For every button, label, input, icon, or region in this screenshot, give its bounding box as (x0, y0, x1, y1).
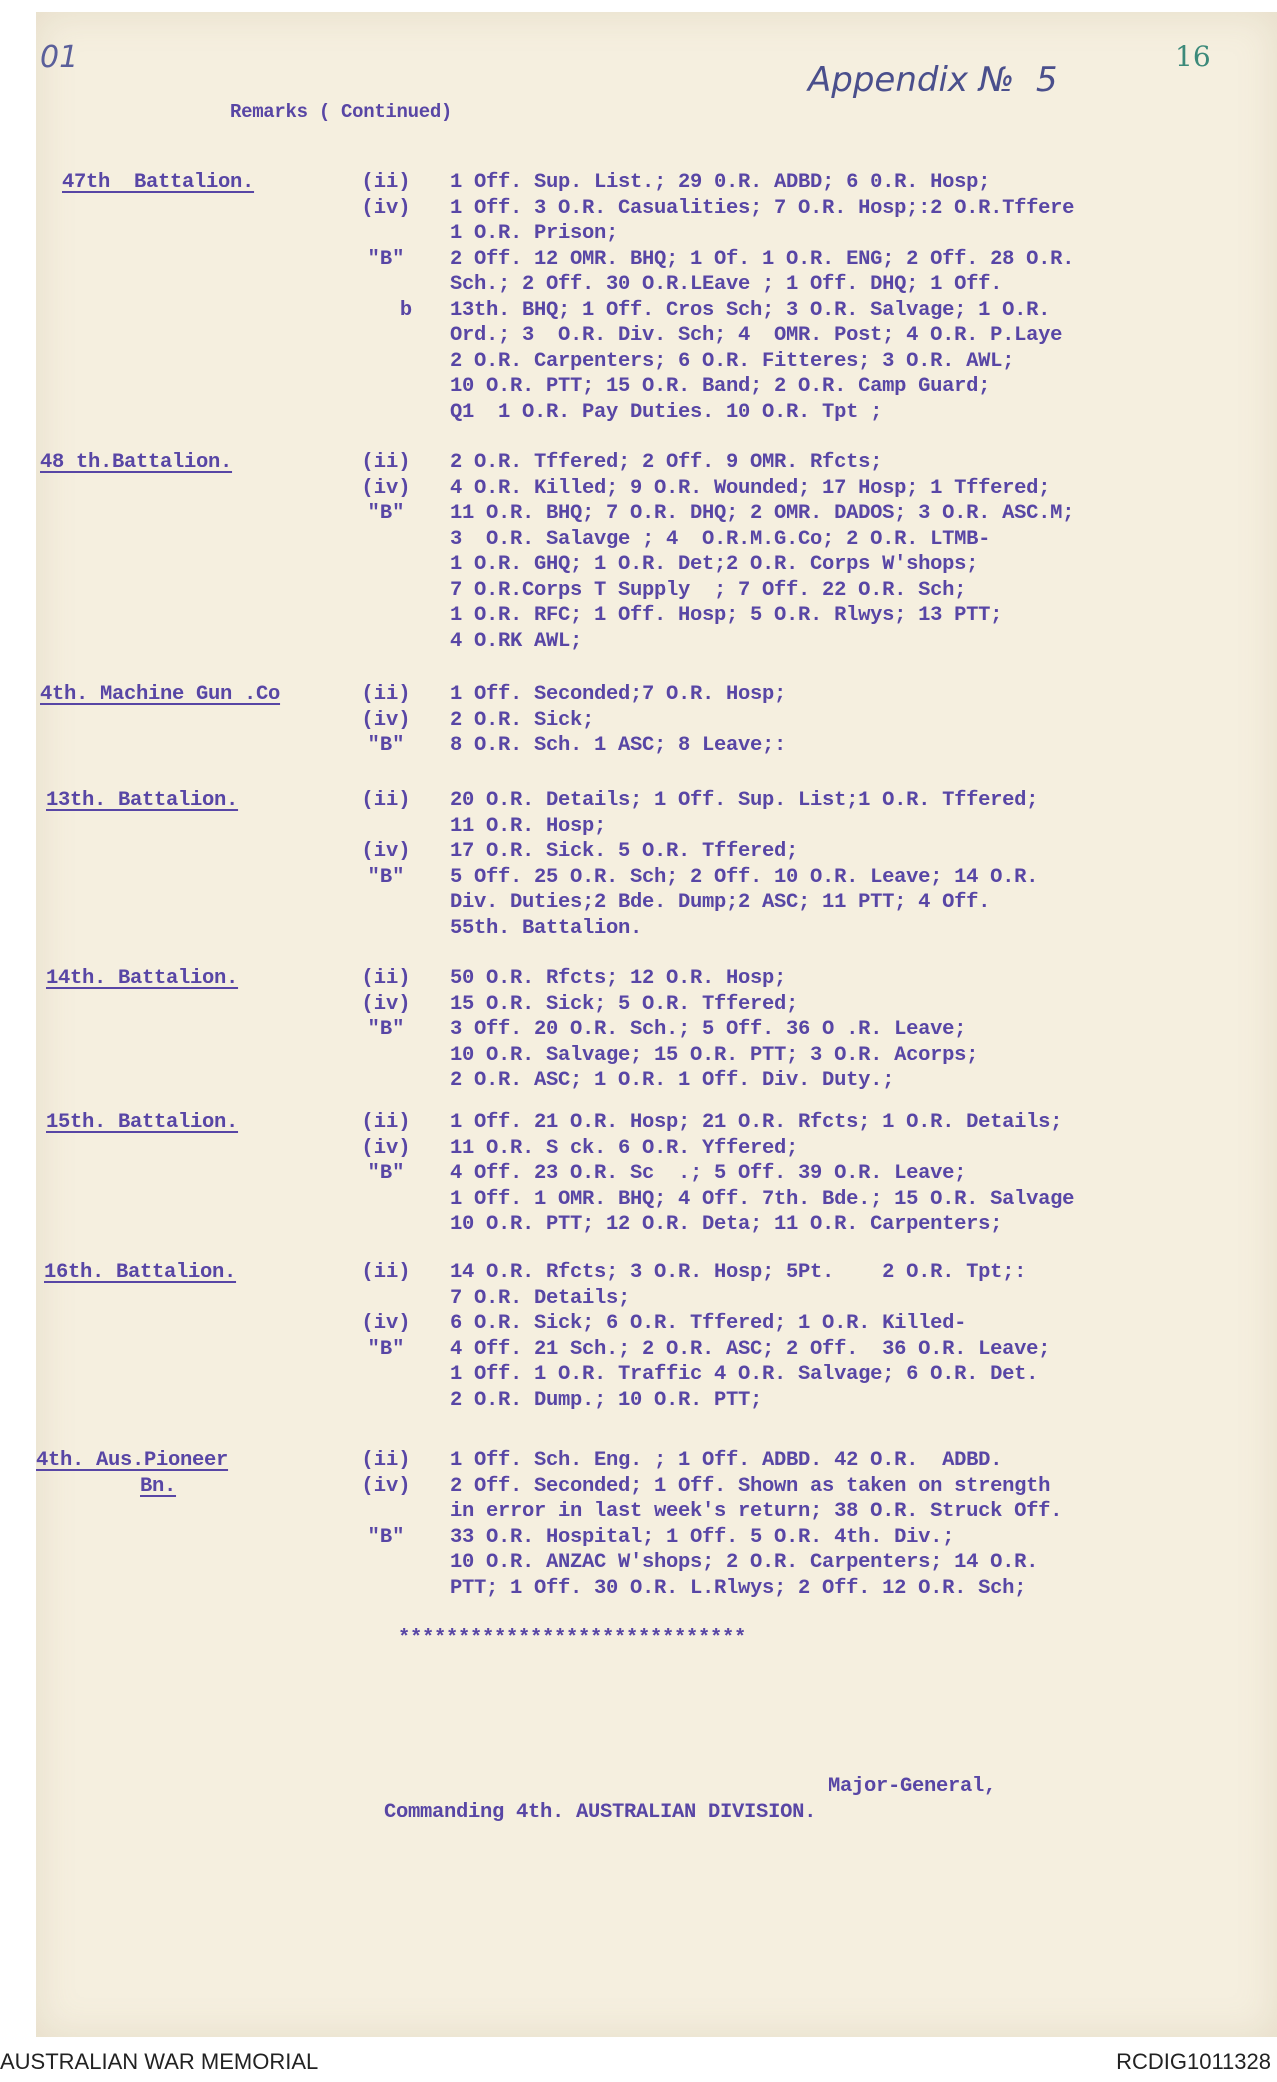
signature-rank: Major-General, (828, 1775, 997, 1798)
remark-line: 7 O.R.Corps T Supply ; 7 Off. 22 O.R. Sch; (450, 578, 967, 602)
remark-line: 33 O.R. Hospital; 1 Off. 5 O.R. 4th. Div.; (450, 1525, 955, 1549)
unit-name: 47th Battalion. (62, 171, 255, 194)
signature-command: Commanding 4th. AUSTRALIAN DIVISION. (384, 1801, 817, 1824)
unit-name: 14th. Battalion. (46, 967, 239, 990)
section-code: (iv) (361, 992, 411, 1016)
remark-line: 3 Off. 20 O.R. Sch.; 5 Off. 36 O .R. Leave; (450, 1018, 967, 1041)
remark-line: 55th. Battalion. (450, 916, 643, 940)
remarks-title: Remarks ( Continued) (230, 101, 453, 123)
section-code: (ii) (361, 171, 411, 194)
remark-line: 1 Off. Sup. List.; 29 0.R. ADBD; 6 0.R. Hosp; (450, 171, 991, 194)
section-code: (ii) (361, 967, 411, 990)
remark-line: 7 O.R. Details; (450, 1286, 631, 1310)
section-code: b (399, 298, 413, 322)
section-code: (ii) (361, 683, 411, 706)
remark-line: 2 O.R. Tffered; 2 Off. 9 OMR. Rfcts; (450, 451, 883, 474)
section-code: (ii) (361, 1111, 411, 1134)
remark-line: in error in last week's return; 38 O.R. Struck Off. (450, 1500, 1063, 1523)
remark-line: 8 O.R. Sch. 1 ASC; 8 Leave;: (450, 734, 787, 757)
section-code: (iv) (361, 476, 411, 500)
remark-line: 11 O.R. BHQ; 7 O.R. DHQ; 2 OMR. DADOS; 3 O.R. ASC.M; (450, 502, 1075, 525)
remark-line: Ord.; 3 O.R. Div. Sch; 4 OMR. Post; 4 O.R. P.Laye (450, 324, 1063, 347)
section-code: "B" (367, 1162, 405, 1185)
remark-line: 1 Off. 3 O.R. Casualities; 7 O.R. Hosp;:2 O.R.Tffere (450, 196, 1075, 220)
remark-line: Q1 1 O.R. Pay Duties. 10 O.R. Tpt ; (450, 400, 883, 424)
footer-record-id: RCDIG1011328 (1116, 2049, 1271, 2074)
section-code: (iv) (361, 708, 411, 732)
corner-mark: 01 (40, 40, 79, 75)
unit-name: 13th. Battalion. (46, 789, 239, 812)
remark-line: 14 O.R. Rfcts; 3 O.R. Hosp; 5Pt. 2 O.R. Tpt;: (450, 1261, 1027, 1284)
unit-name: 4th. Aus.Pioneer (36, 1449, 229, 1472)
section-code: (ii) (361, 1449, 411, 1472)
section-code: "B" (367, 865, 405, 889)
remark-line: 1 O.R. GHQ; 1 O.R. Det;2 O.R. Corps W'shops; (450, 553, 979, 576)
footer-bar (0, 2045, 1277, 2082)
section-code: (ii) (361, 789, 411, 812)
remark-line: 2 Off. 12 OMR. BHQ; 1 Of. 1 O.R. ENG; 2 Off. 28 O.R. (450, 247, 1075, 271)
remark-line: 10 O.R. Salvage; 15 O.R. PTT; 3 O.R. Acorps; (450, 1043, 979, 1067)
unit-name: 16th. Battalion. (44, 1261, 237, 1284)
separator-line: ***************************** (398, 1627, 747, 1650)
unit-name: 4th. Machine Gun .Co (40, 683, 281, 706)
remark-line: 50 O.R. Rfcts; 12 O.R. Hosp; (450, 967, 787, 990)
remark-line: 6 O.R. Sick; 6 O.R. Tffered; 1 O.R. Killed- (450, 1312, 967, 1335)
remark-line: 17 O.R. Sick. 5 O.R. Tffered; (450, 840, 799, 863)
section-code: (iv) (361, 840, 411, 863)
remark-line: 1 Off. 1 O.R. Traffic 4 O.R. Salvage; 6 O.R. Det. (450, 1363, 1039, 1386)
remark-line: 1 O.R. Prison; (450, 222, 619, 245)
remark-line: 2 O.R. Dump.; 10 O.R. PTT; (450, 1388, 763, 1412)
remark-line: 2 O.R. ASC; 1 O.R. 1 Off. Div. Duty.; (450, 1069, 895, 1092)
section-code: "B" (367, 734, 405, 757)
remark-line: 15 O.R. Sick; 5 O.R. Tffered; (450, 992, 799, 1016)
remark-line: 3 O.R. Salavge ; 4 O.R.M.G.Co; 2 O.R. LTMB- (450, 527, 991, 551)
remark-line: 4 Off. 23 O.R. Sc .; 5 Off. 39 O.R. Leave; (450, 1162, 967, 1185)
section-code: (iv) (361, 1474, 411, 1498)
remark-line: 11 O.R. Hosp; (450, 814, 607, 838)
section-code: (iv) (361, 1312, 411, 1335)
remark-line: 2 O.R. Carpenters; 6 O.R. Fitteres; 3 O.R. AWL; (450, 349, 1015, 373)
remark-line: 13th. BHQ; 1 Off. Cros Sch; 3 O.R. Salvage; 1 O.R. (450, 298, 1051, 322)
remark-line: 4 Off. 21 Sch.; 2 O.R. ASC; 2 Off. 36 O.R. Leave; (450, 1337, 1051, 1361)
remark-line: 2 Off. Seconded; 1 Off. Shown as taken on strength (450, 1474, 1051, 1498)
footer-archive-name: AUSTRALIAN WAR MEMORIAL (0, 2049, 319, 2074)
remark-line: 10 O.R. PTT; 15 O.R. Band; 2 O.R. Camp Guard; (450, 375, 991, 398)
remark-line: 4 O.R. Killed; 9 O.R. Wounded; 17 Hosp; 1 Tffered; (450, 476, 1051, 500)
section-code: "B" (367, 1337, 405, 1361)
section-code: "B" (367, 502, 405, 525)
section-code: (iv) (361, 196, 411, 220)
remark-line: 2 O.R. Sick; (450, 708, 595, 732)
section-code: "B" (367, 1525, 405, 1549)
section-code: (ii) (361, 1261, 411, 1284)
remark-line: 1 O.R. RFC; 1 Off. Hosp; 5 O.R. Rlwys; 13 PTT; (450, 604, 1003, 627)
unit-name: 48 th.Battalion. (40, 451, 233, 474)
remark-line: 1 Off. Sch. Eng. ; 1 Off. ADBD. 42 O.R. ADBD. (450, 1449, 1003, 1472)
remark-line: 5 Off. 25 O.R. Sch; 2 Off. 10 O.R. Leave; 14 O.R. (450, 865, 1039, 889)
page-number: 16 (1175, 40, 1211, 73)
section-code: "B" (367, 247, 405, 271)
remark-line: 10 O.R. ANZAC W'shops; 2 O.R. Carpenters; 14 O.R. (450, 1551, 1039, 1574)
remark-line: 1 Off. 21 O.R. Hosp; 21 O.R. Rfcts; 1 O.R. Details; (450, 1111, 1063, 1134)
section-code: "B" (367, 1018, 405, 1041)
remark-line: 10 O.R. PTT; 12 O.R. Deta; 11 O.R. Carpenters; (450, 1213, 1003, 1236)
remark-line: PTT; 1 Off. 30 O.R. L.Rlwys; 2 Off. 12 O.R. Sch; (450, 1576, 1027, 1600)
remark-line: 1 Off. Seconded;7 O.R. Hosp; (450, 683, 787, 706)
unit-name: 15th. Battalion. (46, 1111, 239, 1134)
remark-line: 4 O.RK AWL; (450, 629, 583, 653)
appendix-label: Appendix № 5 (808, 60, 1058, 100)
remark-line: Sch.; 2 Off. 30 O.R.LEave ; 1 Off. DHQ; 1 Off. (450, 273, 1003, 296)
section-code: (iv) (361, 1136, 411, 1160)
remark-line: 11 O.R. S ck. 6 O.R. Yffered; (450, 1136, 799, 1160)
section-code: (ii) (361, 451, 411, 474)
remark-line: 1 Off. 1 OMR. BHQ; 4 Off. 7th. Bde.; 15 O.R. Salvage (450, 1187, 1075, 1211)
remark-line: Div. Duties;2 Bde. Dump;2 ASC; 11 PTT; 4 Off. (450, 891, 991, 914)
remark-line: 20 O.R. Details; 1 Off. Sup. List;1 O.R. Tffered; (450, 789, 1039, 812)
unit-name-continued: Bn. (140, 1474, 177, 1498)
